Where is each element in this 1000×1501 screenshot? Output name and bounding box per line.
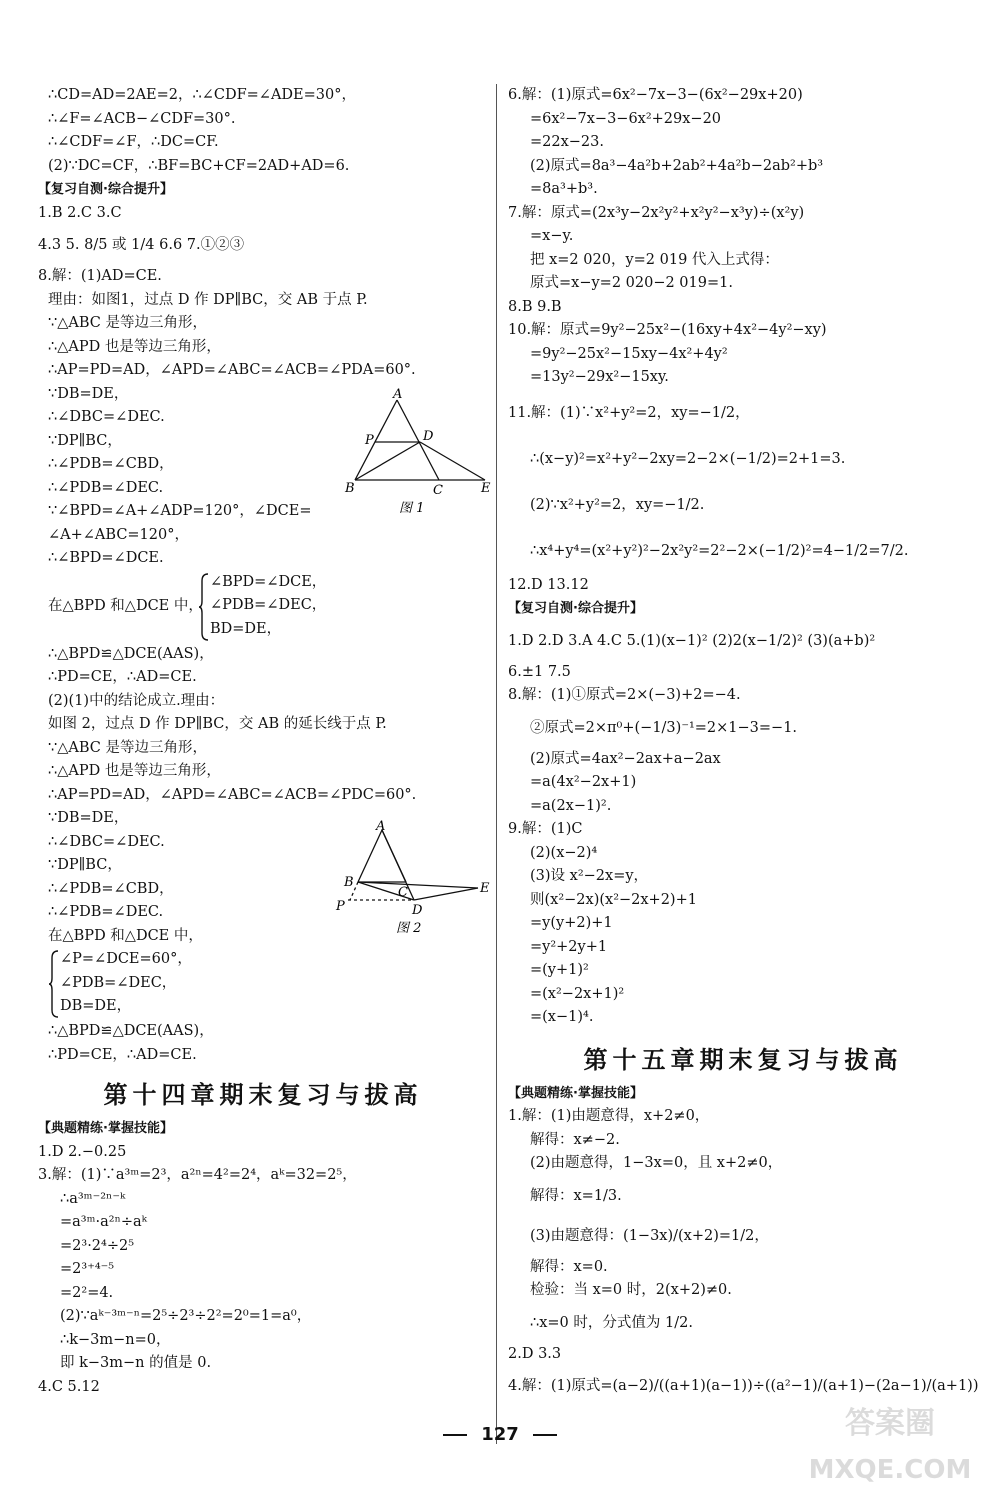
text-line: =(x−1)⁴.	[530, 1009, 594, 1025]
text-line: ∴k−3m−n=0，	[60, 1331, 171, 1348]
watermark-bottom: MXQE.COM	[808, 1455, 972, 1485]
text-line: 10.解：原式=9y²−25x²−(16xy+4x²−4y²−xy)	[508, 322, 827, 338]
text-line: 8.解：(1)AD=CE.	[38, 268, 162, 284]
text-line: 7.解：原式=(2x³y−2x²y²+x²y²−x³y)÷(x²y)	[508, 204, 805, 221]
text-line: ∵DB=DE，	[48, 810, 129, 826]
label-a: A	[376, 819, 386, 834]
text-line: ∴PD=CE，∴AD=CE.	[48, 1046, 197, 1063]
text-line: =x−y.	[530, 228, 574, 244]
text-line: (2)(x−2)⁴	[530, 844, 598, 861]
text-line: 在△BPD 和△DCE 中，	[48, 597, 203, 614]
text-line: =6x²−7x−3−6x²+29x−20	[530, 110, 722, 127]
text-line: =9y²−25x²−15xy−4x²+4y²	[530, 345, 728, 362]
text-line: ∠P=∠DCE=60°，	[60, 951, 192, 967]
text-line: 则(x²−2x)(x²−2x+2)+1	[530, 891, 697, 908]
label-e: E	[480, 881, 490, 896]
text-line: 1.D 2.−0.25	[38, 1143, 127, 1160]
text-line: ∠A+∠ABC=120°，	[48, 526, 189, 543]
segment-be	[358, 882, 478, 888]
column-divider	[496, 84, 497, 1444]
text-line: 9.解：(1)C	[508, 821, 583, 837]
text-line: DB=DE，	[60, 998, 132, 1014]
chapter-title: 第十四章期末复习与拔高	[103, 1081, 423, 1109]
text-line: 1.B 2.C 3.C	[38, 204, 122, 221]
text-line: (2)∵DC=CF，∴BF=BC+CF=2AD+AD=6.	[48, 157, 350, 174]
text-line: (2)原式=4ax²−2ax+a−2ax	[530, 750, 721, 767]
left-column	[38, 84, 488, 1399]
section-heading: 【典题精练·掌握技能】	[508, 1085, 643, 1101]
text-line: ∵DB=DE，	[48, 385, 129, 402]
text-line: =13y²−29x²−15xy.	[530, 369, 669, 385]
text-line: =a³ᵐ·a²ⁿ÷aᵏ	[60, 1214, 147, 1230]
text-line: ∴x=0 时，分式值为 1/2.	[530, 1314, 693, 1331]
text-line: ∵DP∥BC，	[48, 432, 122, 449]
text-line: ∴∠PDB=∠DEC.	[48, 904, 164, 920]
text-line: =2³·2⁴÷2⁵	[60, 1237, 135, 1254]
answer-block	[508, 1105, 978, 1406]
text-line: ∴∠CDF=∠F，∴DC=CF.	[48, 134, 219, 150]
label-d: D	[412, 903, 423, 918]
text-line: ∴△APD 也是等边三角形，	[48, 763, 221, 779]
answer-block	[508, 621, 978, 1030]
label-c: C	[398, 885, 408, 900]
text-line: ∠BPD=∠DCE，	[210, 573, 327, 590]
text-line: 解得：x=0.	[530, 1258, 608, 1275]
chapter-title: 第十五章期末复习与拔高	[583, 1045, 903, 1074]
text-line: ∵△ABC 是等边三角形，	[48, 739, 207, 756]
dash-icon	[443, 1434, 467, 1436]
text-line: =y²+2y+1	[530, 938, 608, 955]
text-line: (2)∵x²+y²=2，xy=−1/2.	[530, 496, 705, 513]
figure-caption: 图 2	[396, 921, 422, 936]
text-line: 检验：当 x=0 时，2(x+2)≠0.	[530, 1282, 732, 1298]
answer-block	[38, 1020, 488, 1067]
text-line: =a(2x−1)².	[530, 797, 612, 814]
text-line: (2)原式=8a³−4a²b+2ab²+4a²b−2ab²+b³	[530, 157, 824, 174]
text-line: 解得：x≠−2.	[530, 1131, 620, 1148]
left-brace-icon	[48, 950, 60, 1018]
text-line: ②原式=2×π⁰+(−1/3)⁻¹=2×1−3=−1.	[530, 719, 798, 736]
text-line: ∠PDB=∠DEC，	[60, 974, 177, 991]
text-line: ∴CD=AD=2AE=2，∴∠CDF=∠ADE=30°，	[48, 87, 356, 103]
segment-de	[414, 888, 478, 900]
text-line: =22x−23.	[530, 134, 604, 150]
text-line: ∴∠BPD=∠DCE.	[48, 550, 164, 566]
section-heading: 【典题精练·掌握技能】	[38, 1121, 173, 1136]
text-line: 8.解：(1)①原式=2×(−3)+2=−4.	[508, 687, 741, 703]
section-heading: 【复习自测·综合提升】	[38, 182, 173, 197]
left-brace-icon	[198, 573, 210, 641]
text-line: ∴△BPD≌△DCE(AAS)，	[48, 645, 214, 662]
text-line: 4.3 5. 8/5 或 1/4 6.6 7.①②③	[38, 237, 245, 253]
figure-1	[335, 388, 495, 518]
label-b: B	[345, 481, 355, 496]
text-line: 2.D 3.3	[508, 1345, 562, 1362]
watermark-top: 答案圈	[845, 1406, 935, 1441]
label-c: C	[433, 483, 443, 498]
answer-block	[38, 1141, 488, 1400]
label-d: D	[423, 429, 434, 444]
text-line: 3.解：(1)∵a³ᵐ=2³，a²ⁿ=4²=2⁴，aᵏ=32=2⁵，	[38, 1167, 357, 1183]
text-line: ∴△APD 也是等边三角形，	[48, 338, 221, 355]
text-line: ∴∠PDB=∠CBD，	[48, 456, 174, 472]
text-line: ∴∠PDB=∠CBD，	[48, 880, 174, 897]
text-line: 即 k−3m−n 的值是 0.	[60, 1355, 212, 1371]
answer-block	[508, 390, 978, 574]
text-line: =(y+1)²	[530, 962, 589, 978]
text-line: ∴∠PDB=∠DEC.	[48, 479, 164, 496]
text-line: ∴x⁴+y⁴=(x²+y²)²−2x²y²=2²−2×(−1/2)²=4−1/2=7/2.	[530, 542, 909, 559]
text-line: ∴△BPD≌△DCE(AAS)，	[48, 1023, 214, 1039]
text-line: 1.解：(1)由题意得，x+2≠0，	[508, 1108, 710, 1124]
label-a: A	[393, 388, 403, 402]
text-line: 理由：如图1，过点 D 作 DP∥BC，交 AB 于点 P.	[48, 291, 368, 308]
text-line: 6.±1 7.5	[508, 663, 571, 680]
text-line: 4.解：(1)原式=(a−2)/((a+1)(a−1))÷((a²−1)/(a+1)−(2a−1)/(a+1))	[508, 1378, 979, 1394]
text-line: ∵DP∥BC，	[48, 857, 122, 873]
text-line: =2³⁺⁴⁻⁵	[60, 1261, 115, 1277]
text-line: ∵△ABC 是等边三角形，	[48, 315, 207, 331]
text-line: (3)设 x²−2x=y，	[530, 868, 649, 884]
text-line: ∠PDB=∠DEC，	[210, 597, 327, 613]
text-line: 如图 2，过点 D 作 DP∥BC，交 AB 的延长线于点 P.	[48, 716, 387, 732]
text-line: (3)由题意得：(1−3x)/(x+2)=1/2，	[530, 1227, 769, 1244]
label-b: B	[344, 875, 354, 890]
text-line: ∴a³ᵐ⁻²ⁿ⁻ᵏ	[60, 1190, 126, 1207]
text-line: 4.C 5.12	[38, 1378, 100, 1395]
label-p: P	[365, 433, 374, 448]
text-line: 在△BPD 和△DCE 中，	[48, 927, 203, 944]
text-line: (2)∵aᵏ⁻³ᵐ⁻ⁿ=2⁵÷2³÷2²=2⁰=1=a⁰，	[60, 1308, 312, 1324]
text-line: =y(y+2)+1	[530, 915, 613, 931]
text-line: 1.D 2.D 3.A 4.C 5.(1)(x−1)² (2)2(x−1/2)² (3)(a+b)²	[508, 632, 876, 649]
text-line: 把 x=2 020，y=2 019 代入上式得：	[530, 251, 779, 268]
brace-system	[38, 571, 488, 643]
segment-ab	[358, 830, 382, 882]
text-line: ∴(x−y)²=x²+y²−2xy=2−2×(−1/2)=2+1=3.	[530, 450, 846, 467]
dash-icon	[533, 1434, 557, 1436]
text-line: (2)由题意得，1−3x=0，且 x+2≠0，	[530, 1155, 783, 1171]
answer-block	[508, 84, 978, 390]
text-line: 11.解：(1)∵x²+y²=2，xy=−1/2，	[508, 404, 750, 421]
text-line: ∵∠BPD=∠A+∠ADP=120°，∠DCE=	[48, 503, 312, 519]
label-e: E	[481, 481, 491, 496]
text-line: =8a³+b³.	[530, 181, 598, 197]
label-p: P	[336, 899, 345, 914]
text-line: 解得：x=1/3.	[530, 1187, 622, 1204]
text-line: ∴∠DBC=∠DEC.	[48, 409, 165, 425]
text-line: 12.D 13.12	[508, 576, 589, 593]
watermark-logo	[790, 1383, 990, 1493]
text-line: ∴PD=CE，∴AD=CE.	[48, 669, 197, 685]
text-line: (2)(1)中的结论成立.理由：	[48, 692, 225, 709]
text-line: =a(4x²−2x+1)	[530, 774, 637, 790]
text-line: 原式=x−y=2 020−2 019=1.	[530, 275, 733, 291]
text-line: =(x²−2x+1)²	[530, 985, 625, 1002]
text-line: ∴AP=PD=AD，∠APD=∠ABC=∠ACB=∠PDA=60°.	[48, 362, 416, 378]
figure-2	[330, 818, 495, 938]
right-column	[508, 84, 978, 1406]
answer-block	[38, 84, 488, 178]
text-line: ∴AP=PD=AD，∠APD=∠ABC=∠ACB=∠PDC=60°.	[48, 786, 417, 803]
text-line: =2²=4.	[60, 1284, 114, 1301]
figure-caption: 图 1	[399, 501, 425, 516]
text-line: ∴∠DBC=∠DEC.	[48, 833, 165, 850]
text-line: BD=DE，	[210, 620, 282, 637]
brace-system	[38, 948, 488, 1020]
text-line: 8.B 9.B	[508, 298, 562, 315]
page-number-text: 127	[481, 1424, 519, 1445]
section-heading: 【复习自测·综合提升】	[508, 601, 643, 616]
text-line: ∴∠F=∠ACB−∠CDF=30°.	[48, 110, 236, 127]
text-line: 6.解：(1)原式=6x²−7x−3−(6x²−29x+20)	[508, 87, 803, 103]
